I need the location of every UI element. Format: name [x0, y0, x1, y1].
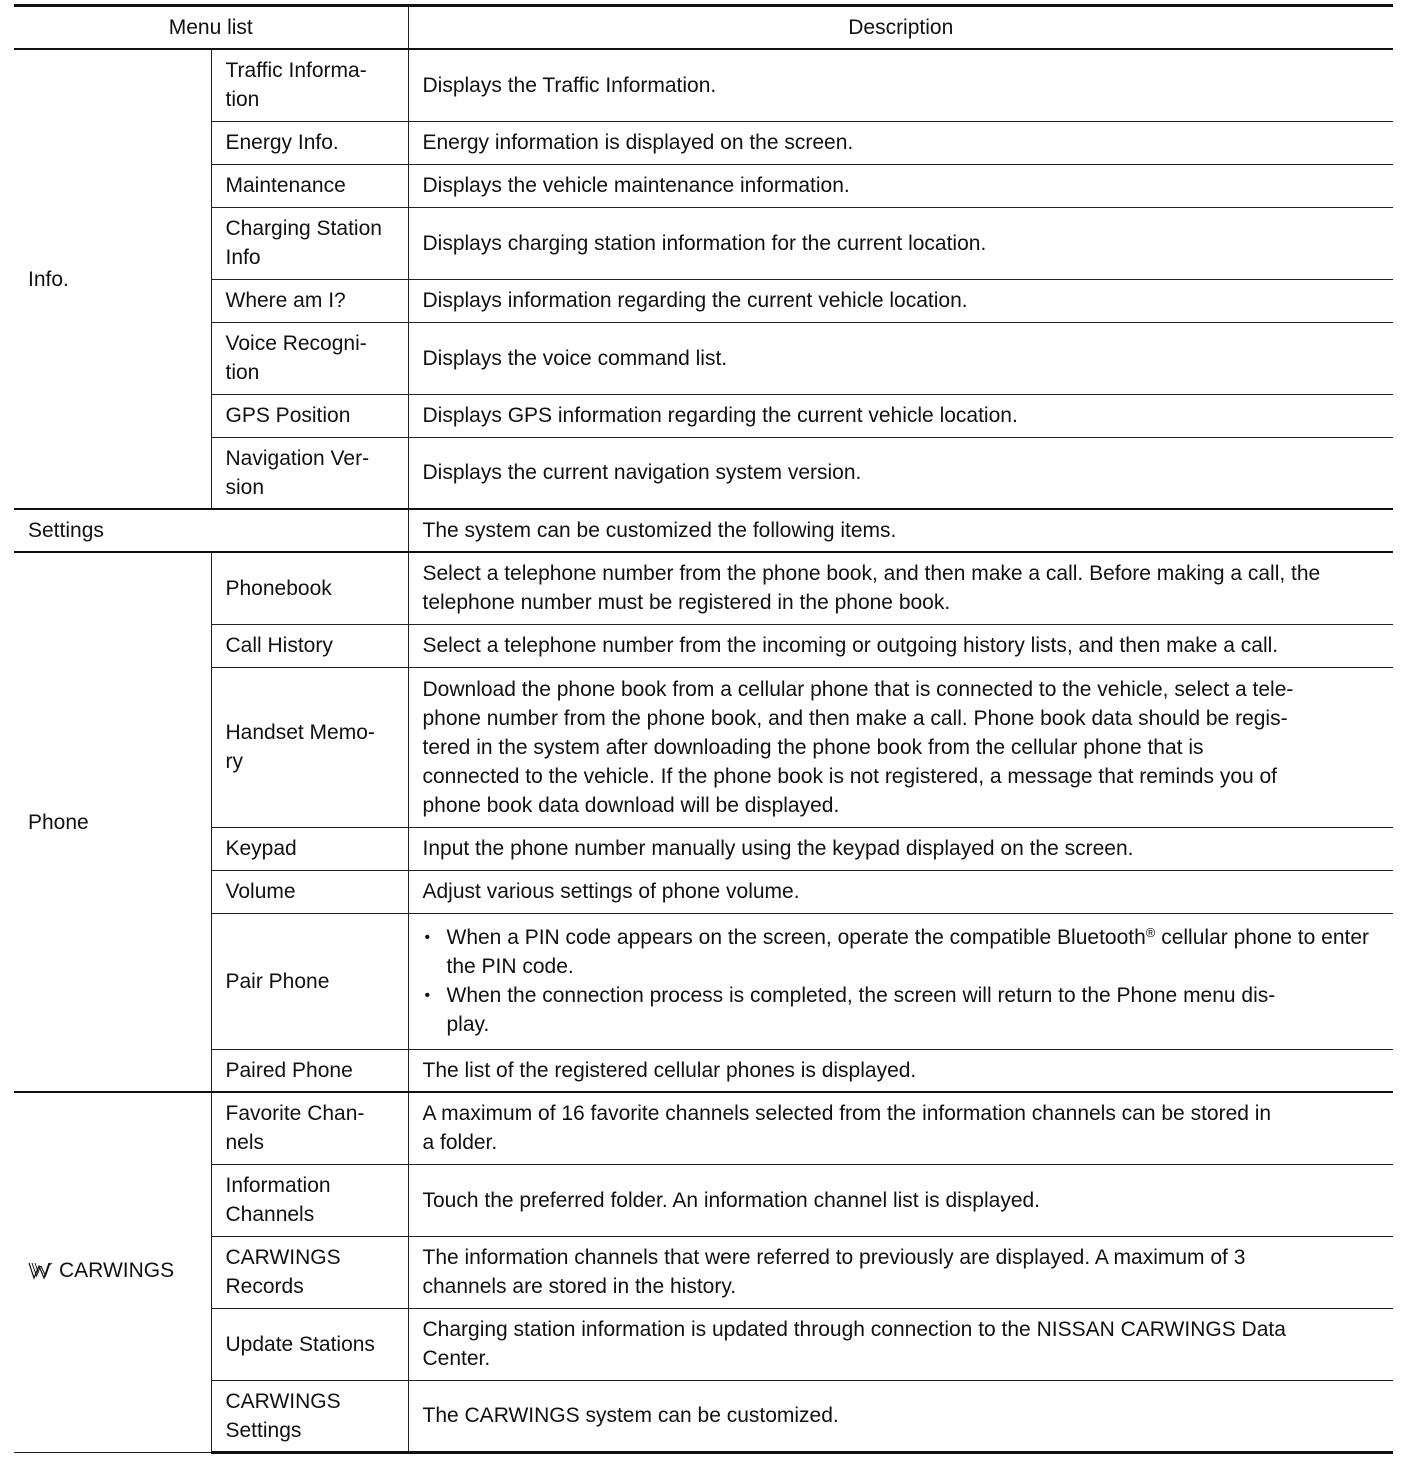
category-settings: Settings	[14, 509, 408, 552]
item-gps-position: GPS Position	[211, 394, 408, 437]
registered-mark: ®	[1145, 925, 1156, 940]
table-row	[14, 1049, 1393, 1092]
carwings-label: CARWINGS	[59, 1259, 175, 1283]
table-row	[14, 827, 1393, 870]
item-paired-phone: Paired Phone	[211, 1049, 408, 1092]
header-description: Description	[408, 6, 1393, 50]
table-row	[14, 279, 1393, 322]
item-voice-recognition: Voice Recogni- tion	[211, 322, 408, 394]
item-energy-info: Energy Info.	[211, 121, 408, 164]
desc-where-am-i: Displays information regarding the current vehicle location.	[408, 279, 1393, 322]
table-row	[14, 913, 1393, 1049]
category-phone: Phone	[14, 552, 211, 1092]
item-maintenance: Maintenance	[211, 164, 408, 207]
desc-update-stations: Charging station information is updated through connection to the NISSAN CARWINGS Data Center.	[408, 1308, 1393, 1380]
desc-voice-recognition: Displays the voice command list.	[408, 322, 1393, 394]
pair-phone-bullet-1	[423, 923, 1380, 981]
desc-call-history: Select a telephone number from the incoming or outgoing history lists, and then make a call.	[408, 624, 1393, 667]
desc-keypad: Input the phone number manually using the keypad displayed on the screen.	[408, 827, 1393, 870]
header-menu-list: Menu list	[14, 6, 408, 50]
table-row	[14, 394, 1393, 437]
item-handset-memory: Handset Memo- ry	[211, 667, 408, 827]
table-row	[14, 1164, 1393, 1236]
table-row	[14, 1380, 1393, 1452]
item-traffic-information: Traffic Informa- tion	[211, 49, 408, 121]
item-navigation-version: Navigation Ver- sion	[211, 437, 408, 509]
item-call-history: Call History	[211, 624, 408, 667]
desc-paired-phone: The list of the registered cellular phones is displayed.	[408, 1049, 1393, 1092]
header-row	[14, 6, 1393, 50]
pair-phone-bullet-2: • When the connection process is completed, the screen will return to the Phone menu dis- play.	[423, 981, 1380, 1039]
desc-information-channels: Touch the preferred folder. An information channel list is displayed.	[408, 1164, 1393, 1236]
table-row	[14, 164, 1393, 207]
table-row	[14, 49, 1393, 121]
bullet-1-text-end: cellular phone to enter the PIN code.	[446, 926, 1370, 978]
item-information-channels: Information Channels	[211, 1164, 408, 1236]
item-carwings-settings: CARWINGS Settings	[211, 1380, 408, 1452]
table-row	[14, 509, 1393, 552]
desc-carwings-records: The information channels that were referred to previously are displayed. A maximum of 3 channels are stored in the history.	[408, 1236, 1393, 1308]
desc-traffic-information: Displays the Traffic Information.	[408, 49, 1393, 121]
menu-table	[14, 4, 1393, 1454]
category-carwings	[14, 1092, 211, 1452]
table-row	[14, 667, 1393, 827]
item-volume: Volume	[211, 870, 408, 913]
category-info: Info.	[14, 49, 211, 509]
desc-favorite-channels: A maximum of 16 favorite channels selected from the information channels can be stored in a folder.	[408, 1092, 1393, 1164]
item-where-am-i: Where am I?	[211, 279, 408, 322]
table-row	[14, 322, 1393, 394]
table-row	[14, 624, 1393, 667]
table-row	[14, 870, 1393, 913]
item-favorite-channels: Favorite Chan- nels	[211, 1092, 408, 1164]
carwings-w-logo-icon	[28, 1259, 58, 1288]
desc-pair-phone	[408, 913, 1393, 1049]
desc-carwings-settings: The CARWINGS system can be customized.	[408, 1380, 1393, 1452]
bullet-1-text: When a PIN code appears on the screen, operate the compatible Bluetooth	[446, 926, 1146, 949]
desc-maintenance: Displays the vehicle maintenance information.	[408, 164, 1393, 207]
desc-charging-station-info: Displays charging station information for the current location.	[408, 207, 1393, 279]
table-row	[14, 121, 1393, 164]
desc-gps-position: Displays GPS information regarding the current vehicle location.	[408, 394, 1393, 437]
desc-phonebook: Select a telephone number from the phone book, and then make a call. Before making a call, the telephone number must be registered in the phone book.	[408, 552, 1393, 624]
desc-settings: The system can be customized the following items.	[408, 509, 1393, 552]
table-row	[14, 1092, 1393, 1164]
table-row	[14, 207, 1393, 279]
desc-handset-memory: Download the phone book from a cellular phone that is connected to the vehicle, select a tele- phone number from the phone book, and then make a call. Phone book data should be regis- tered in the system after downloading the phone book from the cellular phone that is connected to the vehicle. If the phone book is not registered, a message that reminds you of phone book data download will be displayed.	[408, 667, 1393, 827]
item-charging-station-info: Charging Station Info	[211, 207, 408, 279]
table-row	[14, 1308, 1393, 1380]
item-keypad: Keypad	[211, 827, 408, 870]
table-row	[14, 437, 1393, 509]
item-carwings-records: CARWINGS Records	[211, 1236, 408, 1308]
table-row	[14, 552, 1393, 624]
desc-volume: Adjust various settings of phone volume.	[408, 870, 1393, 913]
table-row	[14, 1236, 1393, 1308]
item-update-stations: Update Stations	[211, 1308, 408, 1380]
item-pair-phone: Pair Phone	[211, 913, 408, 1049]
desc-navigation-version: Displays the current navigation system version.	[408, 437, 1393, 509]
pair-phone-bullets	[423, 923, 1380, 1039]
item-phonebook: Phonebook	[211, 552, 408, 624]
desc-energy-info: Energy information is displayed on the screen.	[408, 121, 1393, 164]
